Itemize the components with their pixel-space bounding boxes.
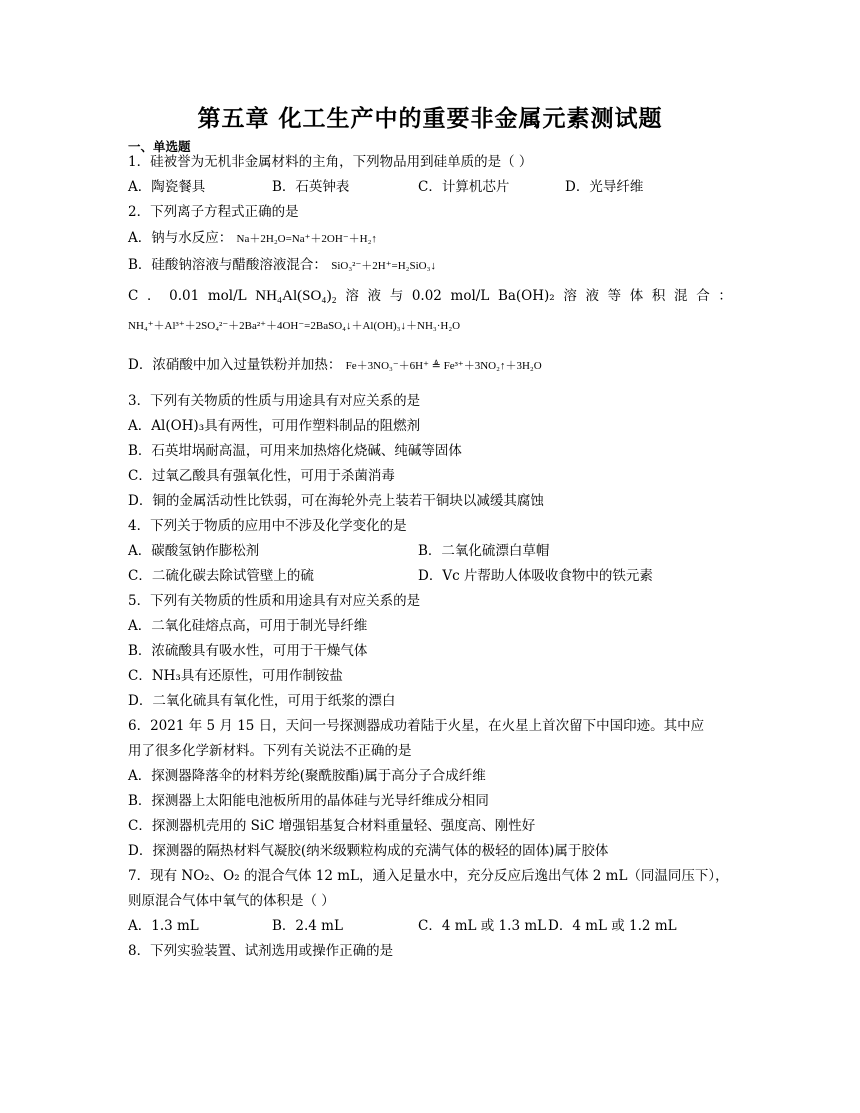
q2-c-part: 溶 (345, 288, 359, 304)
q2-option-a (128, 229, 377, 248)
q7-option-a: A．1.3 mL (128, 918, 199, 934)
q3-option-a: A．Al(OH)₃具有两性，可用作塑料制品的阻燃剂 (128, 418, 421, 434)
q5-option-b: B．浓硫酸具有吸水性，可用于干燥气体 (128, 643, 368, 659)
q2-c-part: ： (718, 288, 732, 304)
q6-option-b: B．探测器上太阳能电池板所用的晶体硅与光导纤维成分相同 (128, 793, 489, 809)
q2-c-part: 等 (607, 288, 622, 304)
q3-option-d: D．铜的金属活动性比铁弱，可在海轮外壳上装若干铜块以减缓其腐蚀 (128, 493, 544, 509)
q6-option-c: C．探测器机壳用的 SiC 增强铝基复合材料重量轻、强度高、刚性好 (128, 818, 536, 834)
q7-stem-line1: 7．现有 NO₂、O₂ 的混合气体 12 mL，通入足量水中，充分反应后逸出气体 2 mL（同温同压下）， (128, 868, 729, 884)
q2-c-part: 液 (585, 288, 599, 304)
q3-option-b: B．石英坩埚耐高温，可用来加热熔化烧碱、纯碱等固体 (128, 443, 462, 459)
q2-c-part: 体 (629, 288, 644, 304)
section-heading: 一、单选题 (128, 139, 191, 154)
q2-option-d-label: D．浓硝酸中加入过量铁粉并加热： (128, 357, 342, 373)
q2-option-d-equation: Fe＋3NO₃⁻＋6H⁺ ≜ Fe³⁺＋3NO₂↑＋3H₂O (345, 360, 542, 372)
q6-stem-line2: 用了很多化学新材料。下列有关说法不正确的是 (128, 743, 412, 759)
q6-option-d: D．探测器的隔热材料气凝胶(纳米级颗粒构成的充满气体的极轻的固体)属于胶体 (128, 843, 609, 859)
q4-option-a: A．碳酸氢钠作膨松剂 (128, 543, 260, 559)
q2-c-part: 溶 (563, 288, 577, 304)
q4-option-d: D．Vc 片帮助人体吸收食物中的铁元素 (418, 568, 653, 584)
q4-stem: 4．下列关于物质的应用中不涉及化学变化的是 (128, 518, 407, 534)
q7-stem-line2: 则原混合气体中氧气的体积是（ ） (128, 893, 335, 909)
q6-option-a: A．探测器降落伞的材料芳纶(聚酰胺酯)属于高分子合成纤维 (128, 768, 486, 784)
q2-option-b-label: B．硅酸钠溶液与醋酸溶液混合： (128, 257, 327, 273)
q2-c-part: 积 (651, 288, 666, 304)
q1-option-a: A．陶瓷餐具 (128, 179, 206, 195)
q2-c-part: C (128, 288, 139, 304)
q1-option-d: D．光导纤维 (565, 179, 644, 195)
q2-option-d (128, 356, 542, 375)
q2-c-part: 合 (696, 288, 710, 304)
q2-stem: 2．下列离子方程式正确的是 (128, 204, 299, 220)
q2-option-b (128, 256, 436, 275)
q2-c-part: 0.02 (411, 288, 442, 304)
q5-stem: 5．下列有关物质的性质和用途具有对应关系的是 (128, 593, 421, 609)
q7-option-b: B．2.4 mL (272, 918, 343, 934)
q5-option-a: A．二氧化硅熔点高，可用于制光导纤维 (128, 618, 368, 634)
q2-c-part: 液 (367, 288, 382, 304)
q1-option-c: C．计算机芯片 (418, 179, 510, 195)
q3-option-c: C．过氧乙酸具有强氧化性，可用于杀菌消毒 (128, 468, 395, 484)
q7-option-d: D．4 mL 或 1.2 mL (548, 918, 677, 934)
q2-c-part: 与 (389, 288, 404, 304)
q2-c-part: 0.01 (169, 288, 200, 304)
q5-option-d: D．二氧化硫具有氧化性，可用于纸浆的漂白 (128, 693, 396, 709)
q1-stem: 1．硅被誉为无机非金属材料的主角，下列物品用到硅单质的是（ ） (128, 154, 533, 170)
q2-c-part: mol/L (450, 288, 490, 304)
q4-option-b: B．二氧化硫漂白草帽 (418, 543, 550, 559)
q4-option-c: C．二硫化碳去除试管壁上的硫 (128, 568, 314, 584)
q8-stem: 8．下列实验装置、试剂选用或操作正确的是 (128, 943, 394, 959)
q3-stem: 3．下列有关物质的性质与用途具有对应关系的是 (128, 393, 421, 409)
q1-option-b: B．石英钟表 (272, 179, 350, 195)
q2-c-formula: NH₄Al(SO₄)₂ (255, 288, 337, 304)
page-title: 第五章 化工生产中的重要非金属元素测试题 (197, 106, 663, 132)
q2-option-a-label: A．钠与水反应： (128, 230, 233, 246)
q2-option-b-equation: SiO₃²⁻＋2H⁺=H₂SiO₃↓ (331, 260, 436, 272)
q2-option-c (128, 287, 732, 305)
q7-option-c: C．4 mL 或 1.3 mL (418, 918, 547, 934)
q2-option-a-equation: Na＋2H₂O=Na⁺＋2OH⁻＋H₂↑ (236, 233, 377, 245)
q2-c-part: 混 (674, 288, 688, 304)
q5-option-c: C．NH₃具有还原性，可用作制铵盐 (128, 668, 343, 684)
q2-c-part: mol/L (207, 288, 247, 304)
q2-option-c-equation: NH₄⁺＋Al³⁺＋2SO₄²⁻＋2Ba²⁺＋4OH⁻=2BaSO₄↓＋Al(OH)₃↓＋NH₃·H₂O (128, 320, 461, 332)
q6-stem-line1: 6．2021 年 5 月 15 日，天问一号探测器成功着陆于火星，在火星上首次留下中国印迹。其中应 (128, 718, 705, 734)
q2-c-part: Ba(OH)₂ (497, 288, 555, 304)
q2-c-part: ． (146, 288, 161, 304)
